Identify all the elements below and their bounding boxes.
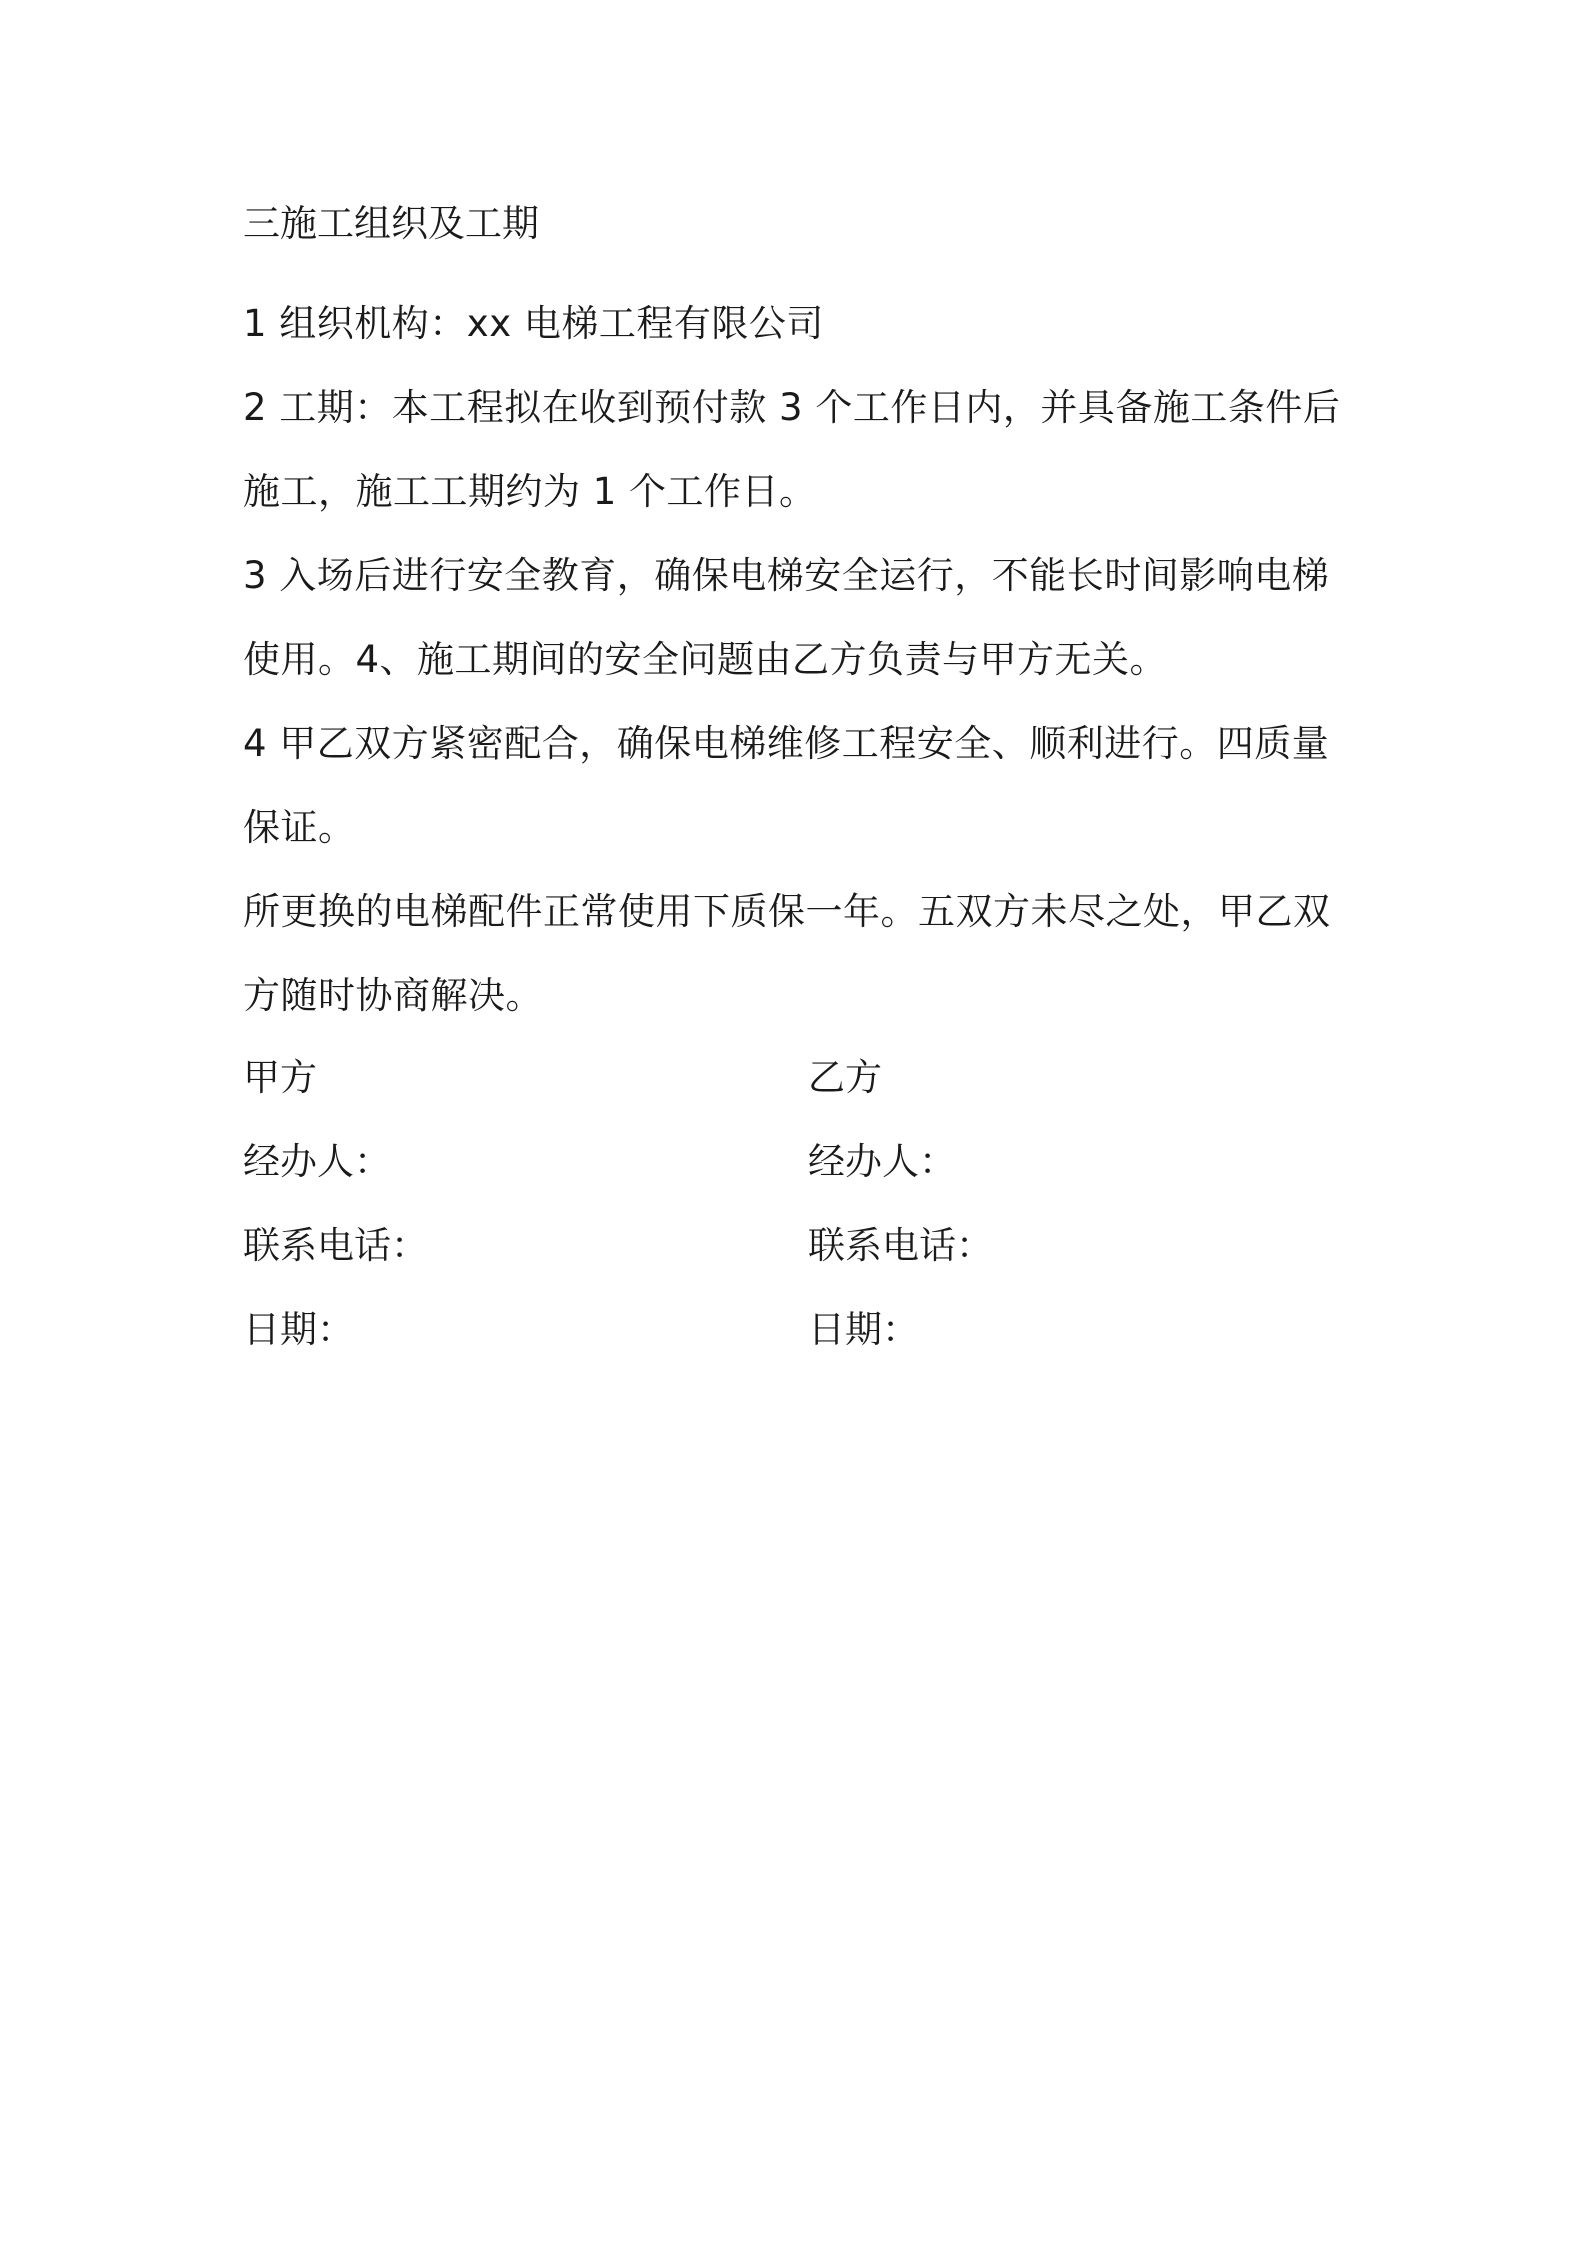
party-a-label: 甲方 (243, 1056, 317, 1099)
paragraph-schedule: 2 工期：本工程拟在收到预付款 3 个工作日内，并具备施工条件后施工，施工工期约为 1 个工作日。 (243, 386, 1341, 513)
section-title: 三施工组织及工期 (243, 202, 539, 245)
party-b-label: 乙方 (808, 1056, 882, 1099)
signature-block (243, 1050, 1363, 1358)
paragraph-organization: 1 组织机构：xx 电梯工程有限公司 (243, 302, 824, 345)
party-b-agent-label: 经办人： (808, 1140, 956, 1183)
party-a-agent-label: 经办人： (243, 1140, 391, 1183)
paragraph-warranty: 所更换的电梯配件正常使用下质保一年。五双方未尽之处，甲乙双方随时协商解决。 (243, 890, 1331, 1017)
paragraph-safety: 3 入场后进行安全教育，确保电梯安全运行，不能长时间影响电梯使用。4、施工期间的安全问题由乙方负责与甲方无关。 (243, 554, 1330, 681)
party-b-phone-label: 联系电话： (808, 1224, 993, 1267)
document-body (243, 196, 1363, 1358)
party-a-phone-label: 联系电话： (243, 1224, 428, 1267)
paragraph-cooperation: 4 甲乙双方紧密配合，确保电梯维修工程安全、顺利进行。四质量保证。 (243, 722, 1330, 849)
party-b-date-label: 日期： (808, 1308, 919, 1351)
party-a-date-label: 日期： (243, 1308, 354, 1351)
